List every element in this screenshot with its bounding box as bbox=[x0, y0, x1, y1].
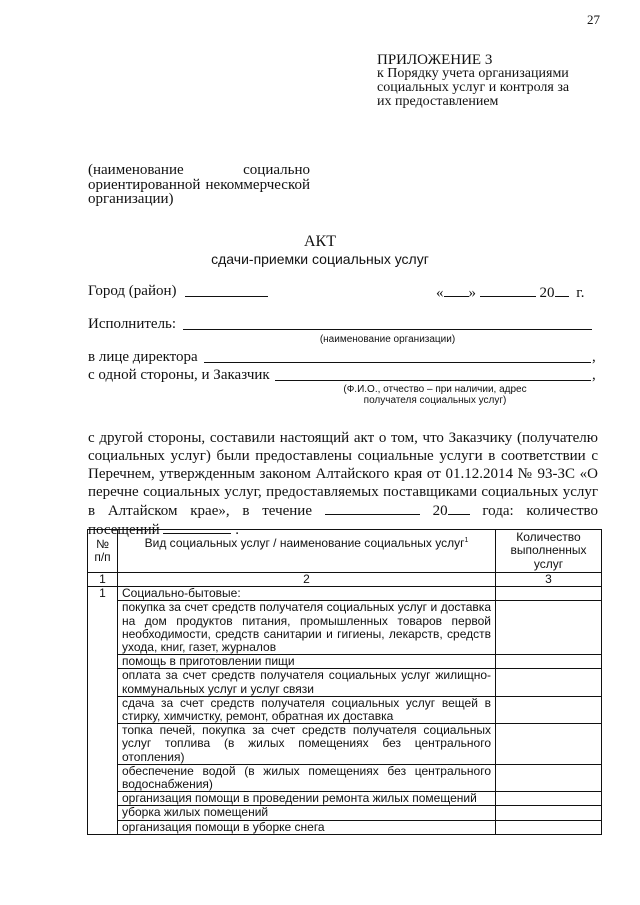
table-row bbox=[88, 655, 602, 669]
month-blank[interactable] bbox=[480, 283, 536, 297]
table-row bbox=[88, 601, 602, 655]
header-service-text: Вид социальных услуг / наименование социальных услуг bbox=[144, 536, 465, 550]
service-name: оплата за счет средств получателя социальных услуг жилищно-коммунальных услуг и услуг связи bbox=[118, 669, 496, 696]
service-count-cell[interactable] bbox=[496, 669, 602, 696]
act-subtitle: сдачи-приемки социальных услуг bbox=[211, 251, 429, 267]
city-label: Город (район) bbox=[88, 283, 177, 299]
director-blank[interactable] bbox=[204, 349, 591, 363]
appendix-line: социальных услуг и контроля за bbox=[377, 80, 570, 95]
customer-hint: (Ф.И.О., отчество – при наличии, адрес получателя социальных услуг) bbox=[343, 384, 527, 406]
customer-label: с одной стороны, и Заказчик bbox=[88, 367, 270, 383]
header-num: № п/п bbox=[88, 530, 118, 573]
table-row bbox=[88, 669, 602, 696]
service-name: топка печей, покупка за счет средств получателя социальных услуг топлива (в жилых помещениях без центрального отопления) bbox=[118, 724, 496, 765]
service-name: обеспечение водой (в жилых помещениях без центрального водоснабжения) bbox=[118, 764, 496, 791]
column-number: 2 bbox=[118, 573, 496, 587]
day-blank[interactable] bbox=[444, 283, 469, 297]
header-footnote: 1 bbox=[464, 537, 469, 544]
header-count: Количество выполненных услуг bbox=[496, 530, 602, 573]
appendix-header bbox=[377, 53, 612, 109]
service-name: покупка за счет средств получателя социальных услуг и доставка на дом продуктов питания, промышленных товаров первой необходимости, средств санитарии и гигиены, лекарств, средств ухода, книг, газет, журналов bbox=[118, 601, 496, 655]
date-open-quote: « bbox=[436, 285, 444, 301]
body-text-end: . bbox=[235, 522, 239, 538]
body-year-blank[interactable] bbox=[448, 501, 470, 515]
body-text-part1: с другой стороны, составили настоящий акт о том, что Заказчику (получателю социальных услуг) были предоставлены социальные услуги в соответствии с Перечнем, утвержденным законом Алтайского края от 01.12.2014 № 93-ЗС «О перечне социальных услуг, предоставляемых поставщиками социальных услуг в Алтайском крае», в течение bbox=[88, 430, 598, 519]
year-blank[interactable] bbox=[555, 283, 569, 297]
category-row bbox=[88, 587, 602, 601]
appendix-line: их предоставлением bbox=[377, 94, 499, 109]
appendix-line: к Порядку учета организациями bbox=[377, 66, 569, 81]
column-numbers-row bbox=[88, 573, 602, 587]
service-count-cell[interactable] bbox=[496, 820, 602, 834]
service-name: уборка жилых помещений bbox=[118, 806, 496, 820]
category-count-cell bbox=[496, 587, 602, 601]
service-name: сдача за счет средств получателя социальных услуг вещей в стирку, химчистку, ремонт, обратная их доставка bbox=[118, 696, 496, 723]
header-service bbox=[118, 530, 496, 573]
service-count-cell[interactable] bbox=[496, 792, 602, 806]
act-title: АКТ bbox=[304, 233, 336, 250]
date-close-quote: » bbox=[468, 285, 476, 301]
category-title: Социально-бытовые: bbox=[118, 587, 496, 601]
comma: , bbox=[592, 349, 596, 365]
service-count-cell[interactable] bbox=[496, 696, 602, 723]
service-name: помощь в приготовлении пищи bbox=[118, 655, 496, 669]
column-number: 3 bbox=[496, 573, 602, 587]
date-line bbox=[436, 283, 584, 302]
city-blank[interactable] bbox=[185, 283, 268, 297]
table-row bbox=[88, 792, 602, 806]
executor-label: Исполнитель: bbox=[88, 316, 177, 332]
services-table bbox=[87, 529, 602, 835]
customer-blank[interactable] bbox=[275, 367, 591, 381]
table-row bbox=[88, 806, 602, 820]
comma: , bbox=[592, 367, 596, 383]
service-count-cell[interactable] bbox=[496, 601, 602, 655]
period-blank[interactable] bbox=[325, 501, 420, 515]
date-year-prefix: 20 bbox=[539, 285, 555, 301]
service-count-cell[interactable] bbox=[496, 724, 602, 765]
table-row bbox=[88, 820, 602, 834]
table-row bbox=[88, 764, 602, 791]
body-year-prefix: 20 bbox=[432, 503, 448, 519]
service-name: организация помощи в уборке снега bbox=[118, 820, 496, 834]
category-num: 1 bbox=[88, 587, 118, 835]
service-name: организация помощи в проведении ремонта жилых помещений bbox=[118, 792, 496, 806]
column-number: 1 bbox=[88, 573, 118, 587]
act-body-text bbox=[88, 429, 598, 539]
table-row bbox=[88, 724, 602, 765]
service-count-cell[interactable] bbox=[496, 764, 602, 791]
appendix-heading: ПРИЛОЖЕНИЕ 3 bbox=[377, 52, 493, 68]
executor-hint: (наименование организации) bbox=[319, 334, 456, 345]
executor-blank[interactable] bbox=[183, 316, 592, 330]
table-header-row bbox=[88, 530, 602, 573]
service-count-cell[interactable] bbox=[496, 655, 602, 669]
table-row bbox=[88, 696, 602, 723]
organization-name-placeholder: (наименование социально ориентированной некоммерческой организации) bbox=[88, 162, 310, 207]
director-label: в лице директора bbox=[88, 349, 198, 365]
date-year-suffix: г. bbox=[576, 285, 585, 301]
body-text-part2: года: количество посещений bbox=[88, 503, 599, 538]
service-count-cell[interactable] bbox=[496, 806, 602, 820]
page-number: 27 bbox=[587, 12, 600, 27]
